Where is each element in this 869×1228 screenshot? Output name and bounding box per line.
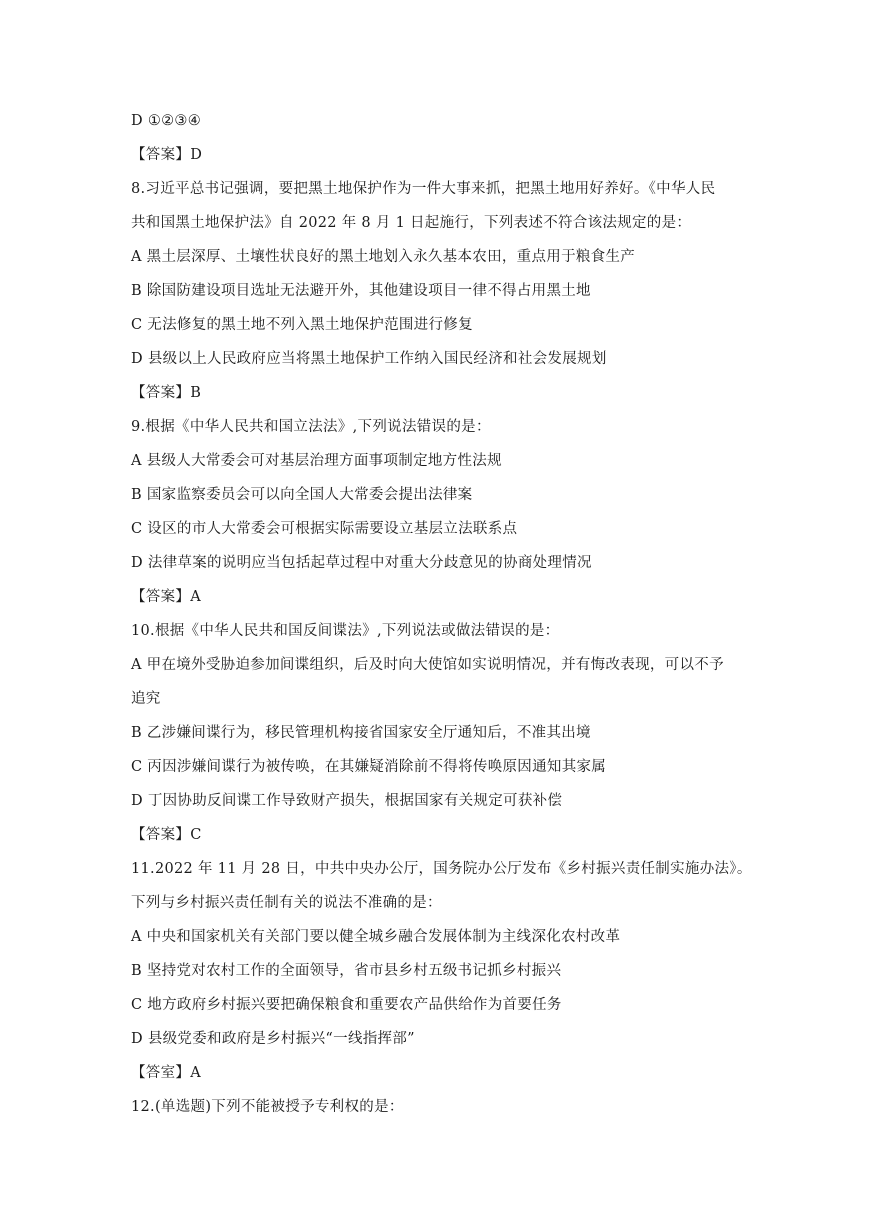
text-line: 10.根据《中华人民共和国反间谍法》,下列说法或做法错误的是：: [131, 623, 560, 639]
text-line: B 除国防建设项目选址无法避开外，其他建设项目一律不得占用黑土地: [131, 283, 591, 299]
text-line: 下列与乡村振兴责任制有关的说法不准确的是：: [131, 895, 442, 911]
text-line: A 中央和国家机关有关部门要以健全城乡融合发展体制为主线深化农村改革: [131, 929, 621, 945]
text-line: 11.2022 年 11 月 28 日，中共中央办公厅，国务院办公厅发布《乡村振兴责任制实施办法》。: [131, 861, 752, 877]
text-line: 【答案】B: [131, 385, 202, 401]
text-line: C 丙因涉嫌间谍行为被传唤，在其嫌疑消除前不得将传唤原因通知其家属: [131, 759, 607, 775]
text-line: B 乙涉嫌间谍行为，移民管理机构接省国家安全厅通知后，不准其出境: [131, 725, 591, 741]
text-line: B 坚持党对农村工作的全面领导，省市县乡村五级书记抓乡村振兴: [131, 963, 562, 979]
text-line: 共和国黑土地保护法》自 2022 年 8 月 1 日起施行，下列表述不符合该法规定的是：: [131, 215, 692, 231]
text-line: 【答案】C: [131, 827, 202, 843]
text-line: C 设区的市人大常委会可根据实际需要设立基层立法联系点: [131, 521, 518, 537]
text-line: C 地方政府乡村振兴要把确保粮食和重要农产品供给作为首要任务: [131, 997, 562, 1013]
text-line: A 县级人大常委会可对基层治理方面事项制定地方性法规: [131, 453, 502, 469]
text-line: 【答案】D: [131, 147, 203, 163]
text-line: 追究: [131, 691, 161, 707]
text-line: 12.(单选题)下列不能被授予专利权的是：: [131, 1099, 404, 1115]
text-line: D 丁因协助反间谍工作导致财产损失，根据国家有关规定可获补偿: [131, 793, 563, 809]
text-line: A 黑土层深厚、土壤性状良好的黑土地划入永久基本农田，重点用于粮食生产: [131, 249, 636, 265]
text-line: C 无法修复的黑土地不列入黑土地保护范围进行修复: [131, 317, 473, 333]
text-line: 9.根据《中华人民共和国立法法》,下列说法错误的是：: [131, 419, 491, 435]
text-line: D 县级以上人民政府应当将黑土地保护工作纳入国民经济和社会发展规划: [131, 351, 607, 367]
text-line: 8.习近平总书记强调，要把黑土地保护作为一件大事来抓，把黑土地用好养好。《中华人民: [131, 181, 716, 197]
text-line: B 国家监察委员会可以向全国人大常委会提出法律案: [131, 487, 473, 503]
text-line: A 甲在境外受胁迫参加间谍组织，后及时向大使馆如实说明情况，并有悔改表现，可以不予: [131, 657, 724, 673]
text-line: D 县级党委和政府是乡村振兴“一线指挥部”: [131, 1031, 415, 1047]
text-line: 【答案】A: [131, 589, 201, 605]
text-line: D ①②③④: [131, 113, 202, 129]
text-line: 【答室】A: [131, 1065, 201, 1081]
text-line: D 法律草案的说明应当包括起草过程中对重大分歧意见的协商处理情况: [131, 555, 592, 571]
